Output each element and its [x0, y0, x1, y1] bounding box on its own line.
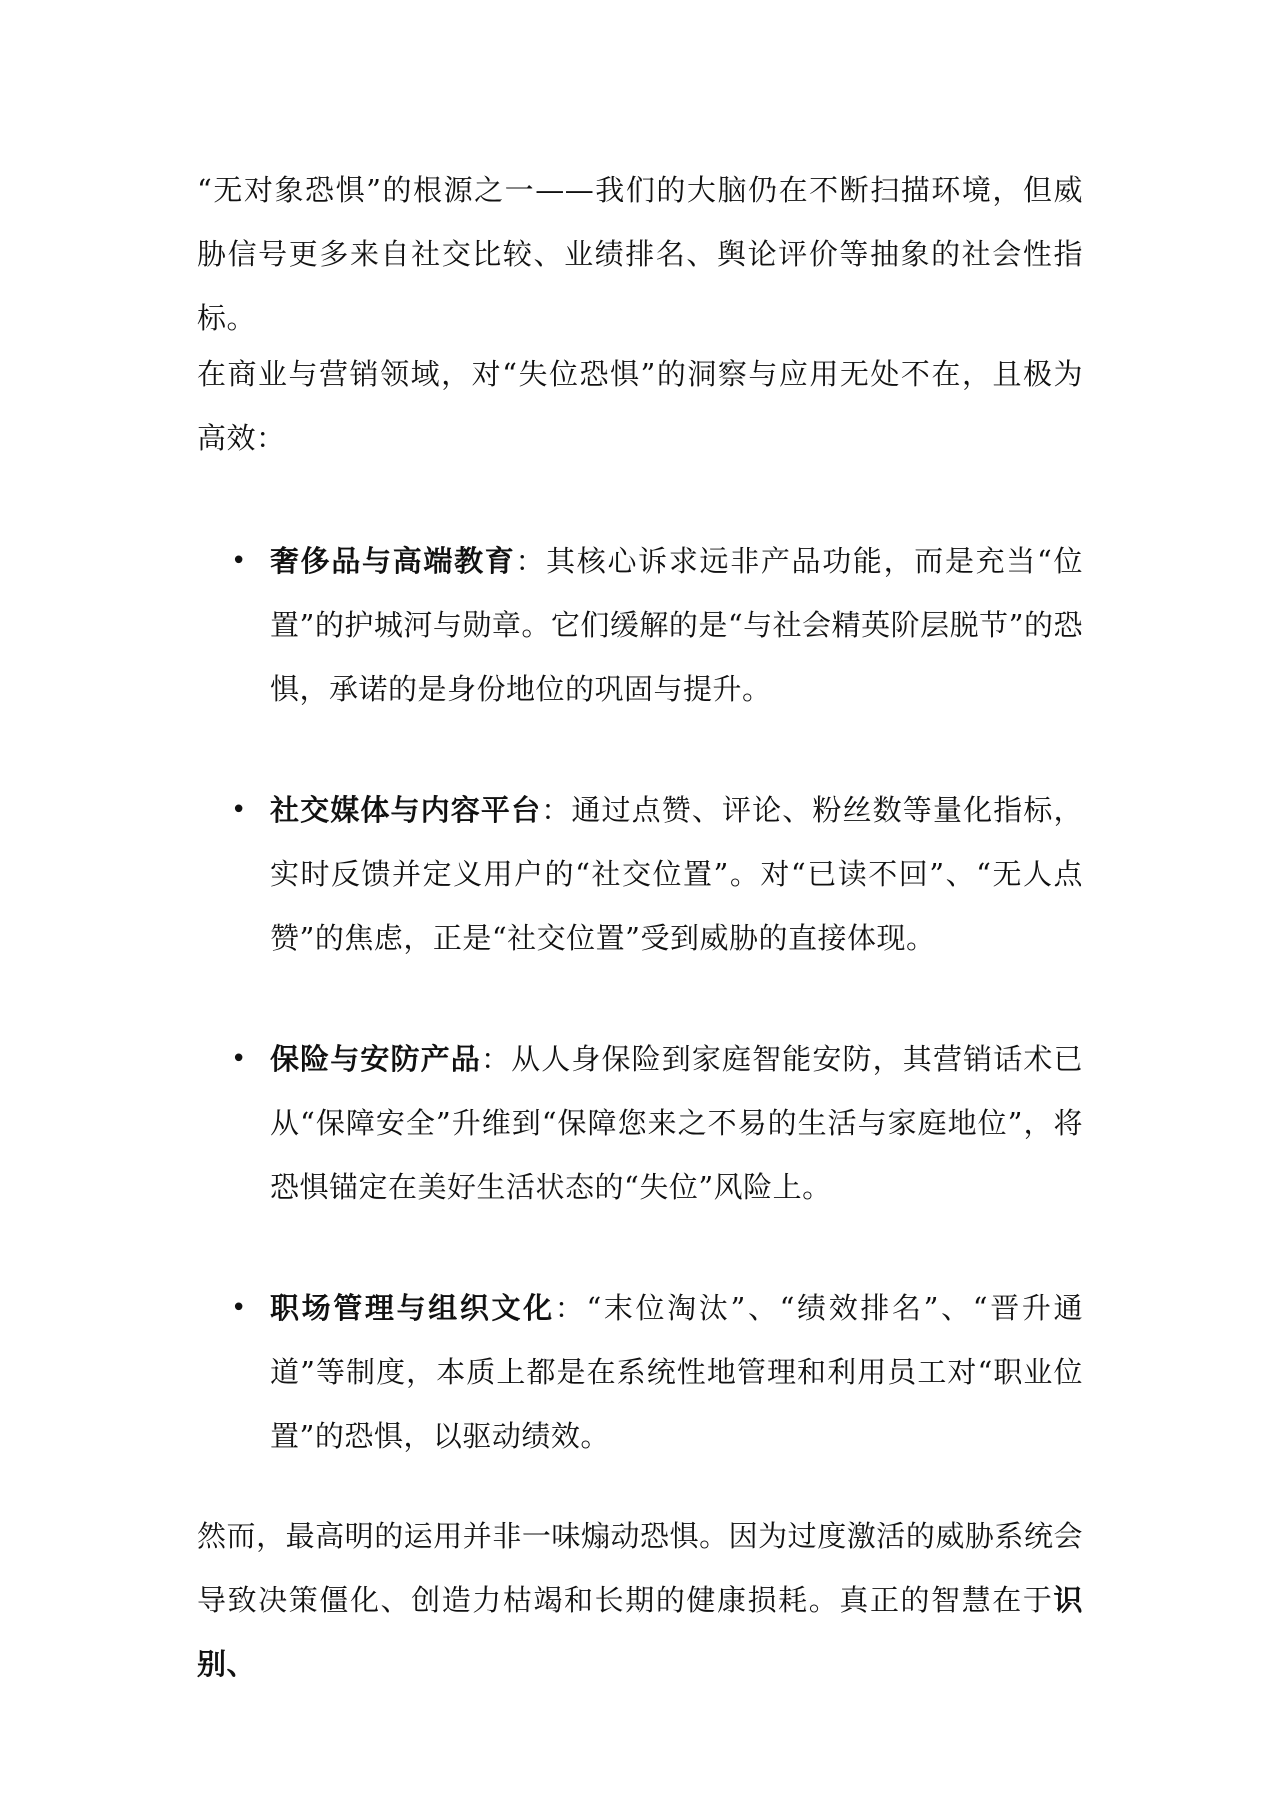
bullet-heading: 社交媒体与内容平台 — [270, 793, 542, 827]
paragraph-1: “无对象恐惧”的根源之一——我们的大脑仍在不断扫描环境，但威胁信号更多来自社交比较、业绩排名、舆论评价等抽象的社会性指标。 — [197, 173, 1083, 335]
bullet-icon: • — [231, 1293, 247, 1323]
paragraph-3-bold-text: 识别、 — [197, 1583, 1083, 1681]
bullet-text: ：通过点赞、评论、粉丝数等量化指标，实时反馈并定义用户的“社交位置”。对“已读不回”、“无人点赞”的焦虑，正是“社交位置”受到威胁的直接体现。 — [270, 793, 1083, 955]
bullet-text: ：其核心诉求远非产品功能，而是充当“位置”的护城河与勋章。它们缓解的是“与社会精英阶层脱节”的恐惧，承诺的是身份地位的巩固与提升。 — [270, 544, 1083, 706]
list-item — [197, 778, 1083, 970]
bullet-heading: 奢侈品与高端教育 — [270, 544, 516, 578]
paragraph-3 — [197, 1504, 1083, 1696]
list-item — [197, 1027, 1083, 1219]
list-item — [197, 1276, 1083, 1468]
bullet-icon: • — [231, 1044, 247, 1074]
bullet-icon: • — [231, 546, 247, 576]
bullet-text: ：从人身保险到家庭智能安防，其营销话术已从“保障安全”升维到“保障您来之不易的生活与家庭地位”，将恐惧锚定在美好生活状态的“失位”风险上。 — [270, 1042, 1083, 1204]
bullet-list — [197, 529, 1083, 1525]
bullet-icon: • — [231, 795, 247, 825]
paragraph-2: 在商业与营销领域，对“失位恐惧”的洞察与应用无处不在，且极为高效： — [197, 357, 1083, 455]
bullet-heading: 职场管理与组织文化 — [270, 1291, 555, 1325]
bullet-heading: 保险与安防产品 — [270, 1042, 481, 1076]
bullet-text: ：“末位淘汰”、“绩效排名”、“晋升通道”等制度，本质上都是在系统性地管理和利用员工对“职业位置”的恐惧，以驱动绩效。 — [270, 1291, 1083, 1453]
list-item — [197, 529, 1083, 721]
paragraph-3-text: 然而，最高明的运用并非一味煽动恐惧。因为过度激活的威胁系统会导致决策僵化、创造力枯竭和长期的健康损耗。真正的智慧在于 — [197, 1519, 1083, 1617]
